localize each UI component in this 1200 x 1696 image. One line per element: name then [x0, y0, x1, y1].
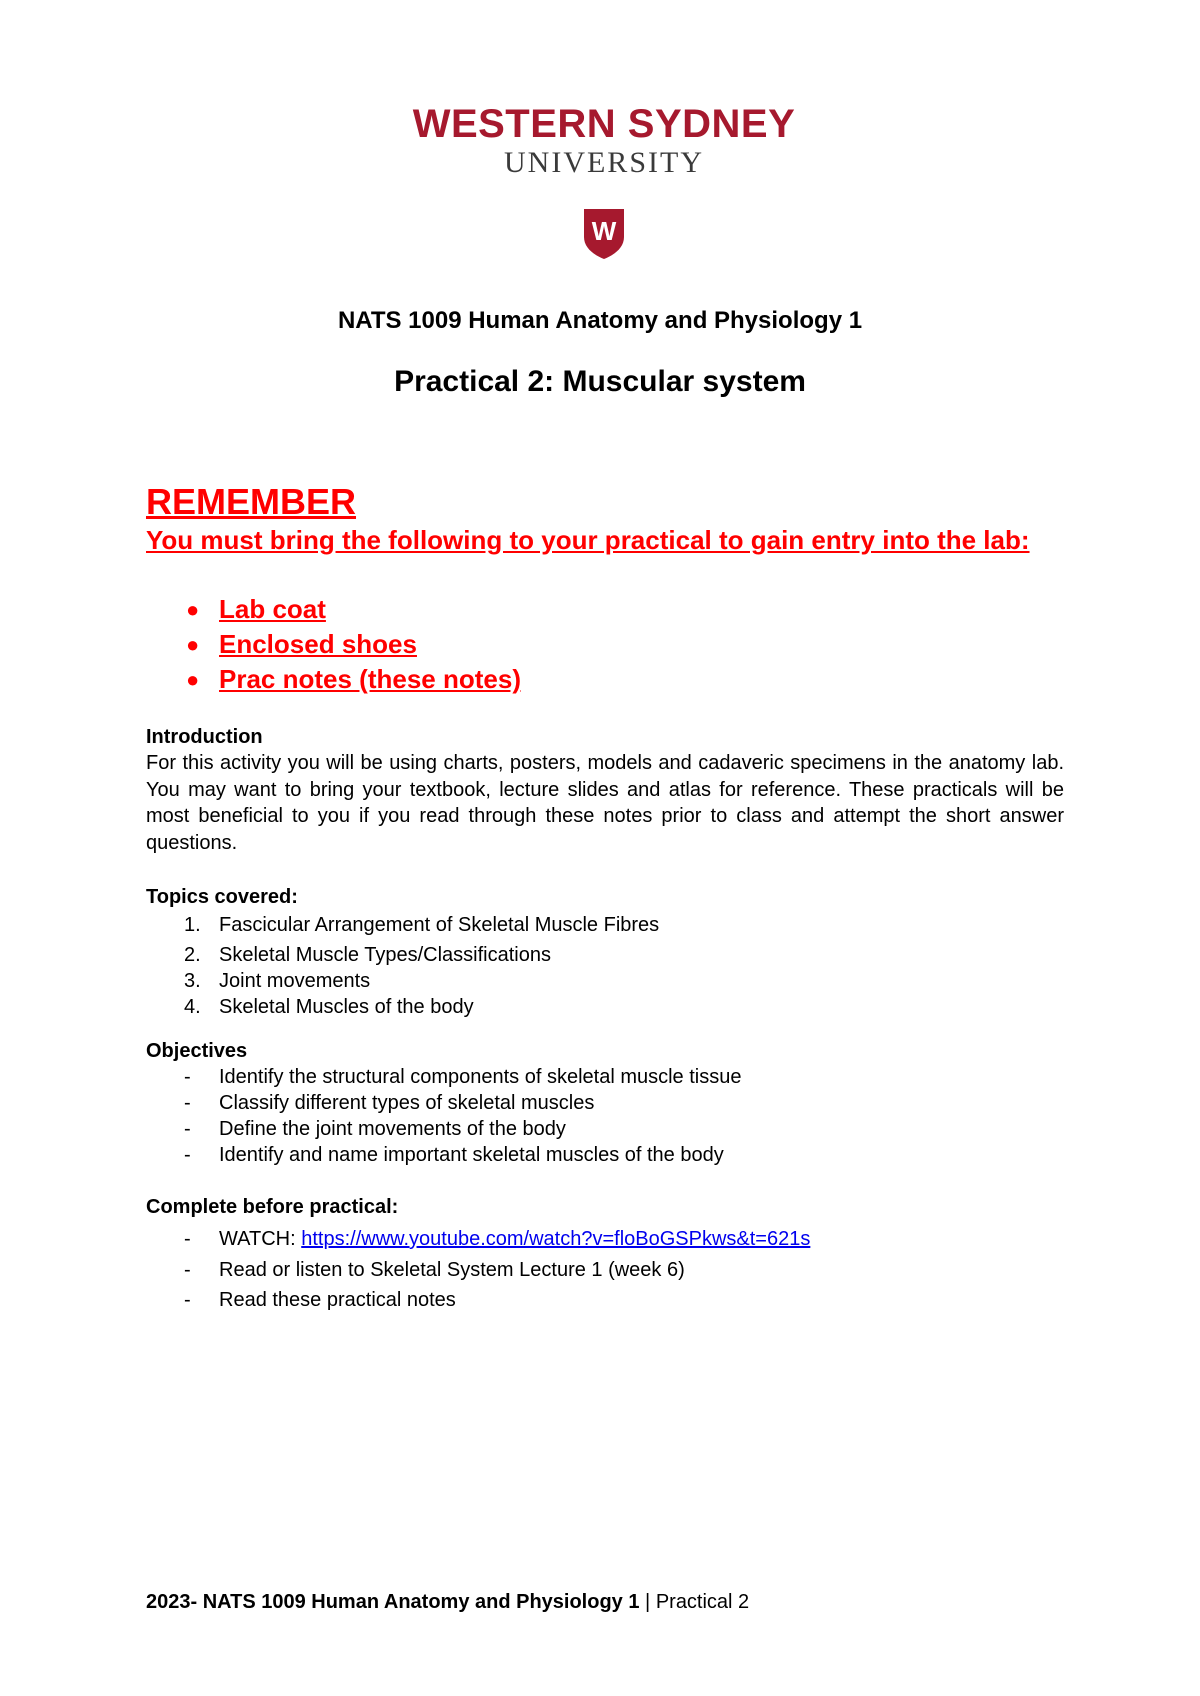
topic-label: Skeletal Muscle Types/Classifications [219, 944, 551, 966]
objective-label: Classify different types of skeletal muscles [219, 1092, 595, 1114]
crest-letter: W [591, 216, 617, 246]
topics-heading: Topics covered: [146, 886, 298, 908]
list-item [146, 662, 521, 697]
footer-practical: Practical 2 [655, 1591, 750, 1613]
bullet-icon: ● [186, 632, 200, 657]
list-item: - Define the joint movements of the body [184, 1118, 566, 1140]
list-item: 2. Skeletal Muscle Types/Classifications [184, 944, 551, 966]
list-item: - Read these practical notes [184, 1289, 456, 1311]
list-item [146, 592, 521, 627]
complete-before-list [146, 1226, 810, 1313]
remember-subtitle: You must bring the following to your practical to gain entry into the lab: [146, 525, 1030, 555]
bullet-icon: ● [186, 667, 200, 692]
logo-wordmark-line2: UNIVERSITY [504, 146, 704, 179]
topic-label: Joint movements [219, 970, 371, 992]
list-item: - Identify and name important skeletal muscles of the body [184, 1144, 724, 1166]
logo-wordmark-line1: WESTERN SYDNEY [412, 102, 796, 146]
task-label: Read or listen to Skeletal System Lecture 1 (week 6) [219, 1259, 685, 1281]
required-item-label: Enclosed shoes [219, 629, 417, 659]
remember-heading: REMEMBER [146, 481, 357, 522]
bullet-icon: ● [186, 597, 200, 622]
list-item [146, 627, 521, 662]
required-item-label: Prac notes (these notes) [219, 664, 521, 694]
list-item: 1. Fascicular Arrangement of Skeletal Muscle Fibres [184, 914, 660, 936]
objective-label: Identify and name important skeletal muscles of the body [219, 1144, 724, 1166]
topic-label: Skeletal Muscles of the body [219, 996, 474, 1018]
complete-before-heading: Complete before practical: [146, 1196, 399, 1218]
list-item: - Classify different types of skeletal muscles [184, 1092, 595, 1114]
topics-list [146, 912, 659, 1020]
introduction-heading: Introduction [146, 726, 263, 748]
footer-separator: | [645, 1591, 651, 1613]
practical-title: Practical 2: Muscular system [394, 365, 806, 398]
page-footer [146, 1589, 749, 1615]
introduction-text: For this activity you will be using charts, posters, models and cadaveric specimens in the anatomy lab. You may want to bring your textbook, lecture slides and atlas for reference. These practicals will be most beneficial to you if you read through these notes prior to class and attempt the short answer questions. [146, 752, 1064, 854]
university-logo [0, 104, 1200, 180]
list-item: 4. Skeletal Muscles of the body [184, 996, 474, 1018]
course-title: NATS 1009 Human Anatomy and Physiology 1 [337, 307, 863, 334]
objectives-list [146, 1064, 741, 1168]
list-item: 3. Joint movements [184, 970, 371, 992]
watch-video-link[interactable]: https://www.youtube.com/watch?v=floBoGSPkws&t=621s [301, 1228, 811, 1250]
task-label: Read these practical notes [219, 1289, 456, 1311]
list-item: - Identify the structural components of skeletal muscle tissue [184, 1066, 742, 1088]
objectives-heading: Objectives [146, 1040, 248, 1062]
list-item: - WATCH: https://www.youtube.com/watch?v=floBoGSPkws&t=621s [184, 1228, 811, 1250]
objective-label: Define the joint movements of the body [219, 1118, 566, 1140]
crest-icon [582, 207, 626, 261]
objective-label: Identify the structural components of skeletal muscle tissue [219, 1066, 742, 1088]
required-item-label: Lab coat [219, 594, 326, 624]
topic-label: Fascicular Arrangement of Skeletal Muscle Fibres [219, 914, 660, 936]
watch-label: WATCH: [219, 1228, 296, 1250]
list-item: - Read or listen to Skeletal System Lecture 1 (week 6) [184, 1259, 685, 1281]
required-items-list [146, 592, 521, 697]
footer-course: 2023- NATS 1009 Human Anatomy and Physiology 1 [146, 1591, 640, 1613]
